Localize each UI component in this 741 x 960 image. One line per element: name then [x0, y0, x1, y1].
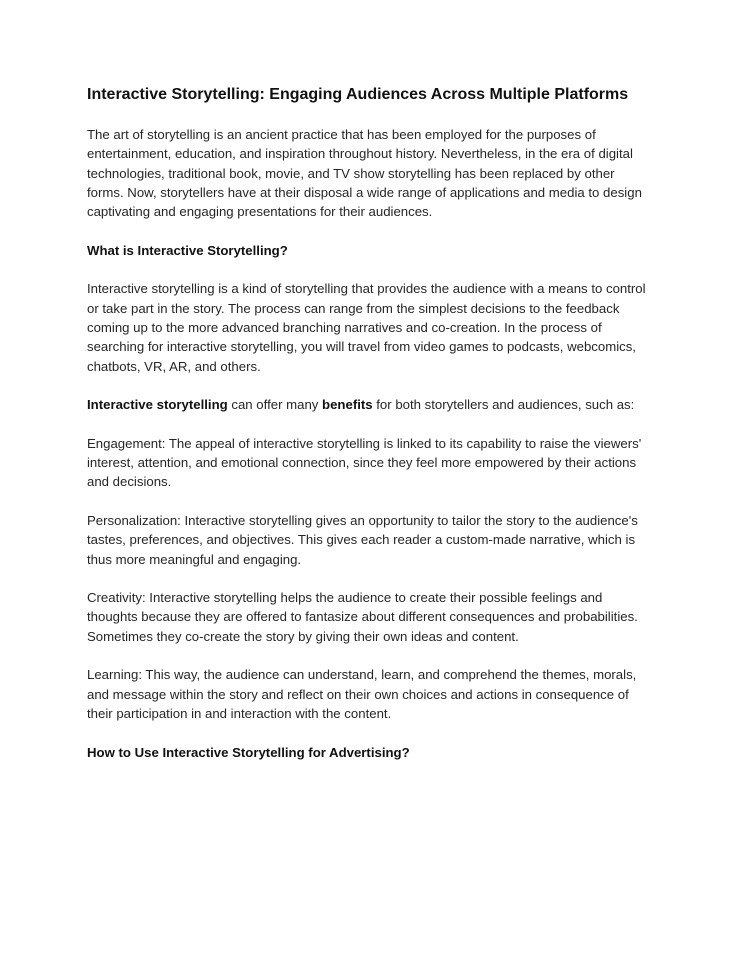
- document-page: [87, 84, 653, 762]
- intro-paragraph: The art of storytelling is an ancient practice that has been employed for the purposes of entertainment, education, and inspiration throughout history. Nevertheless, in the era of digital technologies, traditional book, movie, and TV show storytelling has been replaced by other forms. Now, storytellers have at their disposal a wide range of applications and media to design captivating and engaging presentations for their audiences.: [87, 127, 642, 220]
- section-heading-what-is: What is Interactive Storytelling?: [87, 242, 288, 258]
- benefits-intro-text-end: for both storytellers and audiences, such as:: [372, 397, 635, 413]
- benefits-intro-bold-term: Interactive storytelling: [87, 397, 228, 413]
- benefits-intro-text: can offer many: [227, 397, 323, 413]
- benefits-intro-paragraph: [87, 395, 653, 414]
- benefit-learning: Learning: This way, the audience can understand, learn, and comprehend the themes, morals, and message within the story and reflect on their own choices and actions in consequence of their participation in and interaction with the content.: [87, 667, 637, 721]
- definition-paragraph: Interactive storytelling is a kind of storytelling that provides the audience with a means to control or take part in the story. The process can range from the simplest decisions to the feedback coming up to the more advanced branching narratives and co-creation. In the process of searching for interactive storytelling, you will travel from video games to podcasts, webcomics, chatbots, VR, AR, and others.: [87, 281, 646, 374]
- benefit-personalization: Personalization: Interactive storytelling gives an opportunity to tailor the story to the audience's tastes, preferences, and objectives. This gives each reader a custom-made narrative, which is thus more meaningful and engaging.: [87, 512, 638, 567]
- section-heading-advertising: How to Use Interactive Storytelling for Advertising?: [87, 744, 410, 760]
- benefit-engagement: Engagement: The appeal of interactive storytelling is linked to its capability to raise the viewers' interest, attention, and emotional connection, since they feel more empowered by their actions and decisions.: [87, 435, 642, 490]
- benefits-intro-bold-benefits: benefits: [322, 397, 373, 413]
- benefit-creativity: Creativity: Interactive storytelling helps the audience to create their possible feelings and thoughts because they are offered to fantasize about different consequences and probabilities. Sometimes they co-create the story by giving their own ideas and content.: [87, 590, 638, 644]
- document-title: Interactive Storytelling: Engaging Audiences Across Multiple Platforms: [87, 86, 629, 103]
